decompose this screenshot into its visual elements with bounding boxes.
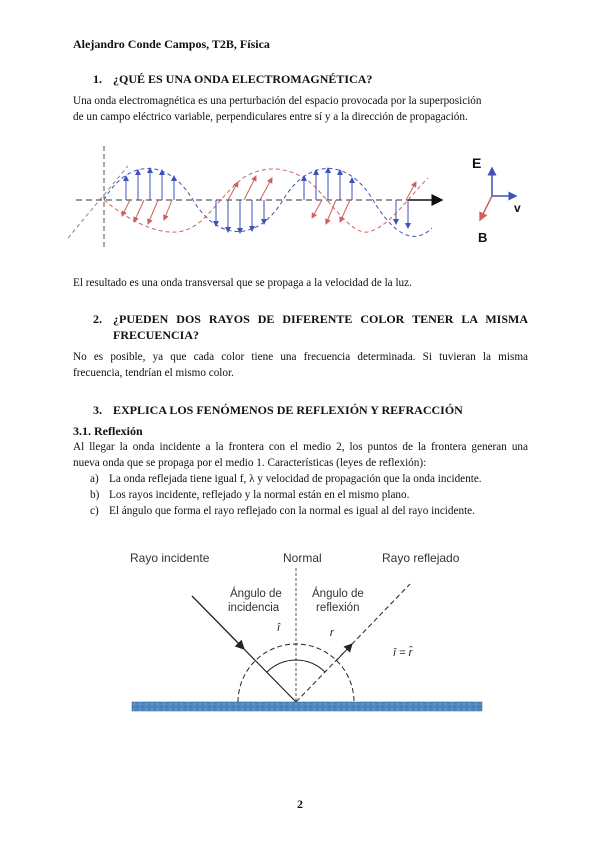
list-item-marker: b)	[90, 489, 100, 501]
em-wave-figure	[68, 138, 538, 250]
section-3-paragraph	[73, 440, 528, 471]
list-item-marker: a)	[90, 473, 99, 485]
label-reflection-angle: reflexión	[316, 602, 360, 614]
list-item-marker: c)	[90, 505, 99, 517]
author-header: Alejandro Conde Campos, T2B, Física	[73, 37, 270, 51]
section-1-para-line: de un campo eléctrico variable, perpendiculares entre sí y a la dirección de propagación.	[73, 110, 468, 123]
list-item	[90, 473, 530, 487]
list-item	[90, 489, 530, 503]
label-reflected-ray: Rayo reflejado	[382, 551, 460, 565]
diagonal-axis	[68, 166, 128, 238]
reflection-angle-arc	[296, 660, 325, 672]
label-v: v	[514, 201, 521, 215]
section-1-title: ¿QUÉ ES UNA ONDA ELECTROMAGNÉTICA?	[113, 72, 373, 86]
section-3-number: 3.	[93, 403, 102, 417]
section-1-number: 1.	[93, 72, 102, 86]
magnetic-field-wave	[104, 169, 428, 232]
subsection-reflexion: 3.1. Reflexión	[73, 424, 143, 438]
list-item	[90, 505, 530, 519]
section-1-result: El resultado es una onda transversal que se propaga a la velocidad de la luz.	[73, 277, 412, 289]
page-number: 2	[297, 797, 303, 811]
label-incidence-angle: incidencia	[228, 602, 280, 614]
law-of-reflection: î = r̂	[393, 647, 413, 659]
incidence-angle-arc	[267, 660, 296, 672]
label-e: E	[472, 155, 482, 171]
section-2-heading	[93, 312, 528, 346]
section-3-heading	[93, 403, 533, 419]
list-item-text: La onda reflejada tiene igual f, λ y velocidad de propagación que la onda incidente.	[109, 473, 482, 485]
reflection-figure	[120, 540, 490, 720]
label-incidence-angle: Ángulo de	[230, 588, 282, 600]
section-2-para-line: frecuencia, tendrían el mismo color.	[73, 366, 234, 379]
axes-triad	[472, 155, 521, 245]
section-2-title-line: ¿PUEDEN DOS RAYOS DE DIFERENTE COLOR TENER LA MISMA	[113, 312, 528, 326]
reflecting-surface	[132, 702, 482, 711]
electric-field-wave	[104, 169, 432, 237]
list-item-text: El ángulo que forma el rayo reflejado con la normal es igual al del rayo incidente.	[109, 505, 475, 517]
section-3-para-line: Al llegar la onda incidente a la frontera con el medio 2, los puntos de la frontera generan una	[73, 441, 528, 453]
section-2-title-line: FRECUENCIA?	[113, 328, 200, 342]
label-incident-ray: Rayo incidente	[130, 551, 210, 565]
section-1-paragraph	[73, 94, 528, 125]
list-item-text: Los rayos incidente, reflejado y la normal están en el mismo plano.	[109, 489, 410, 501]
section-2-number: 2.	[93, 312, 102, 326]
section-3-para-line: nueva onda que se propaga por el medio 1. Características (leyes de reflexión):	[73, 456, 427, 469]
reflected-ray-arrow	[336, 644, 352, 661]
label-b: B	[478, 230, 488, 245]
section-2-paragraph	[73, 350, 528, 381]
angle-r-label: r	[330, 627, 334, 639]
label-reflection-angle: Ángulo de	[312, 588, 364, 600]
section-2-para-line: No es posible, ya que cada color tiene una frecuencia determinada. Si tuvieran la misma	[73, 351, 528, 363]
section-1-para-line: Una onda electromagnética es una perturbación del espacio provocada por la superposición	[73, 95, 482, 107]
angle-i-label: î	[277, 622, 281, 634]
section-1-heading	[93, 72, 533, 88]
section-3-title: EXPLICA LOS FENÓMENOS DE REFLEXIÓN Y REFRACCIÓN	[113, 403, 463, 417]
label-normal: Normal	[283, 551, 322, 565]
